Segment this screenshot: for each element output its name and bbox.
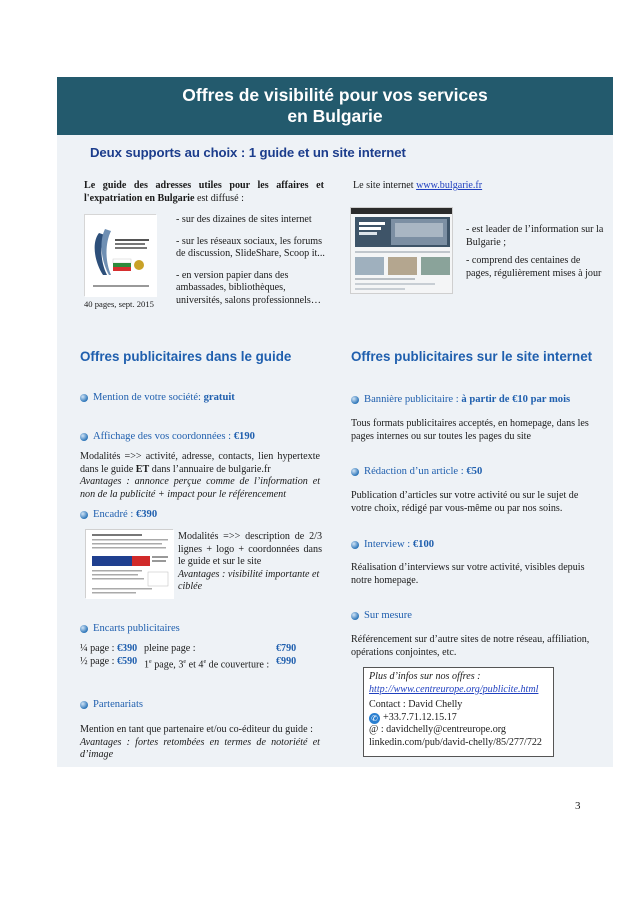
offer-partenariats bbox=[80, 699, 143, 710]
guide-intro bbox=[84, 180, 324, 205]
offer-redaction-value: €50 bbox=[466, 466, 483, 477]
offer-banniere bbox=[351, 394, 570, 405]
offer-mention-label: Mention de votre société: bbox=[93, 392, 204, 403]
bullet-icon bbox=[80, 433, 88, 441]
infobox-title: Plus d’infos sur nos offres : bbox=[369, 671, 481, 682]
encarts-half-label: ½ page : bbox=[80, 656, 117, 667]
offer-mesure-label: Sur mesure bbox=[364, 610, 412, 621]
title-banner bbox=[57, 77, 613, 135]
right-heading: Offres publicitaires sur le site internet bbox=[351, 349, 593, 364]
offer-interview-text: Réalisation d’interviews sur votre activité, visibles depuis notre homepage. bbox=[351, 562, 585, 586]
guide-intro-rest: est diffusé : bbox=[194, 192, 244, 204]
offer-encadre bbox=[80, 509, 157, 520]
guide-item: - sur des dizaines de sites internet bbox=[176, 214, 312, 225]
bullet-icon bbox=[351, 541, 359, 549]
bullet-icon bbox=[80, 701, 88, 709]
site-item: - comprend des centaines de pages, régulièrement mises à jour bbox=[466, 255, 602, 279]
bullet-icon bbox=[351, 396, 359, 404]
infobox-link[interactable]: http://www.centreurope.org/publicite.html bbox=[369, 683, 539, 695]
bullet-icon bbox=[80, 625, 88, 633]
offer-affichage bbox=[80, 431, 255, 442]
offer-encadre-label: Encadré : bbox=[93, 509, 136, 520]
partenariats-avantages: Avantages : fortes retombées en termes de notoriété et d’image bbox=[80, 736, 320, 761]
offer-interview-label: Interview : bbox=[364, 539, 413, 550]
site-features-list bbox=[466, 224, 606, 280]
left-heading: Offres publicitaires dans le guide bbox=[80, 349, 292, 364]
encarts-quarter-price: €390 bbox=[117, 643, 138, 654]
guide-intro-bold: Le guide des adresses utiles pour les affaires et l'expatriation en Bulgarie bbox=[84, 180, 324, 204]
affichage-text-a: Modalités =>> activité, adresse, contacts, lien hypertexte dans le guide bbox=[80, 451, 320, 475]
offer-encadre-text bbox=[178, 531, 322, 594]
encadre-avantages: Avantages : visibilité importante et ciblée bbox=[178, 568, 320, 593]
infobox-linkedin: linkedin.com/pub/david-chelly/85/277/722 bbox=[369, 736, 542, 748]
guide-distribution-list bbox=[176, 214, 326, 308]
offer-banniere-label: Bannière publicitaire : bbox=[364, 394, 462, 405]
encarts-quarter-label: ¼ page : bbox=[80, 643, 117, 654]
offer-banniere-value: à partir de €10 par mois bbox=[461, 394, 571, 405]
site-intro-text: Le site internet bbox=[353, 180, 417, 191]
offer-partenariats-label: Partenariats bbox=[93, 699, 144, 710]
contact-info-box bbox=[363, 667, 554, 757]
site-item: - est leader de l’information sur la Bulgarie ; bbox=[466, 224, 604, 248]
offer-banniere-text: Tous formats publicitaires acceptés, en homepage, dans les pages internes ou sur toutes les pages du site bbox=[351, 418, 589, 442]
encadre-example-thumbnail bbox=[85, 529, 173, 598]
bullet-icon bbox=[80, 511, 88, 519]
bullet-icon bbox=[351, 468, 359, 476]
site-screenshot-thumbnail bbox=[350, 207, 453, 294]
guide-item: - sur les réseaux sociaux, les forums de discussion, SlideShare, Scoop it... bbox=[176, 235, 325, 260]
infobox-phone-row bbox=[369, 712, 548, 725]
site-intro bbox=[353, 180, 482, 193]
offer-redaction bbox=[351, 466, 482, 477]
infobox-contact: Contact : David Chelly bbox=[369, 699, 463, 711]
offer-encadre-value: €390 bbox=[135, 509, 158, 520]
guide-item: - en version papier dans des ambassades, bibliothèques, universités, salons professionnels… bbox=[176, 269, 321, 306]
offer-encarts-label: Encarts publicitaires bbox=[93, 623, 180, 634]
encarts-row bbox=[80, 643, 320, 656]
site-link[interactable]: www.bulgarie.fr bbox=[416, 180, 483, 191]
offer-mention bbox=[80, 392, 235, 403]
guide-cover-image bbox=[85, 215, 157, 297]
banner-title-line2: en Bulgarie bbox=[287, 106, 383, 126]
partenariats-text: Mention en tant que partenaire et/ou co-éditeur du guide : bbox=[80, 724, 313, 735]
offer-affichage-value: €190 bbox=[233, 431, 255, 442]
bullet-icon bbox=[80, 394, 88, 402]
encadre-example-image bbox=[86, 530, 174, 599]
phone-icon: ✆ bbox=[369, 713, 380, 724]
offer-affichage-label: Affichage des vos coordonnées : bbox=[93, 431, 234, 442]
offer-affichage-text bbox=[80, 451, 320, 501]
page-number: 3 bbox=[575, 800, 581, 812]
offer-interview-value: €100 bbox=[412, 539, 435, 550]
subtitle: Deux supports au choix : 1 guide et un site internet bbox=[90, 145, 406, 160]
offer-mention-value: gratuit bbox=[203, 392, 235, 403]
encarts-cover-label: 1e page, 3e et 4e de couverture : bbox=[144, 659, 270, 671]
encarts-half-price: €590 bbox=[117, 656, 138, 667]
encarts-row bbox=[80, 656, 320, 669]
encadre-modalites: Modalités =>> description de 2/3 lignes + logo + coordonnées dans le guide et sur le site bbox=[178, 531, 322, 568]
offer-redaction-text: Publication d’articles sur votre activité ou sur le sujet de votre choix, rédigé par vous-même ou par nos soins. bbox=[351, 490, 579, 514]
site-screenshot-image bbox=[351, 208, 453, 294]
affichage-avantages: Avantages : annonce perçue comme de l’information et non de la publicité + impact pour le référencement bbox=[80, 476, 320, 500]
infobox-phone: +33.7.71.12.15.17 bbox=[383, 711, 457, 723]
encarts-price-table bbox=[80, 643, 320, 669]
encarts-cover-price: €990 bbox=[276, 656, 297, 667]
offer-mesure-text: Référencement sur d’autre sites de notre réseau, affiliation, opérations conjointes, etc. bbox=[351, 634, 590, 658]
infobox-email: @ : davidchelly@centreurope.org bbox=[369, 724, 506, 736]
offer-mesure bbox=[351, 610, 412, 621]
affichage-text-c: dans l’annuaire de bulgarie.fr bbox=[149, 463, 271, 475]
offer-partenariats-text bbox=[80, 724, 320, 762]
encarts-full-price: €790 bbox=[276, 643, 297, 654]
guide-cover-thumbnail bbox=[84, 214, 156, 296]
offer-interview bbox=[351, 539, 434, 550]
encarts-full-label: pleine page : bbox=[144, 643, 196, 654]
banner-title-line1: Offres de visibilité pour vos services bbox=[182, 85, 488, 105]
bullet-icon bbox=[351, 612, 359, 620]
guide-caption: 40 pages, sept. 2015 bbox=[84, 299, 154, 309]
affichage-text-b: ET bbox=[135, 463, 150, 475]
offer-encarts bbox=[80, 623, 180, 634]
offer-redaction-label: Rédaction d’un article : bbox=[364, 466, 467, 477]
